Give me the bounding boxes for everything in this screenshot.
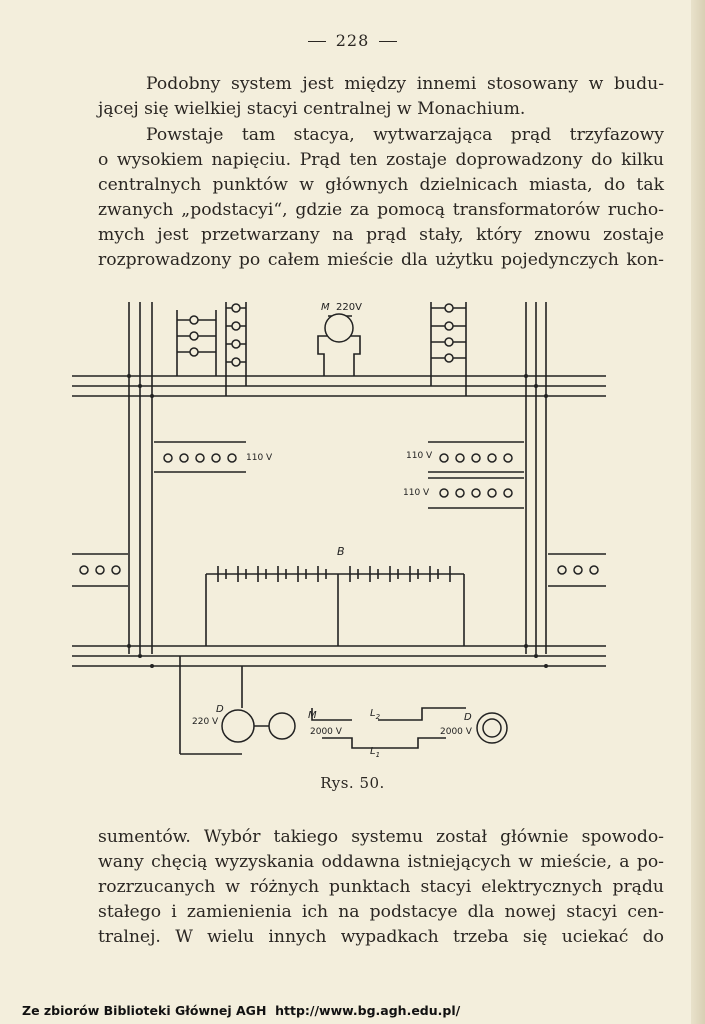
label-dynamo-left: D xyxy=(216,704,224,715)
label-battery: B xyxy=(337,545,345,558)
label-dynamo-right: D xyxy=(464,712,472,723)
label-dynamo-left-voltage: 220 V xyxy=(192,717,219,727)
label-motor-top-voltage: 220V xyxy=(336,302,362,313)
text-line: centralnych punktów w głównych dzielnicach miasta, do tak xyxy=(98,175,664,195)
footer-text: Ze zbiorów Biblioteki Głównej AGH xyxy=(22,1003,267,1018)
text-line: tralnej. W wielu innych wypadkach trzeba się uciekać do xyxy=(98,927,664,947)
library-footer xyxy=(22,1003,460,1018)
label-right-lamps-upper-voltage: 110 V xyxy=(406,451,433,461)
label-line-upper: $L_2$ xyxy=(370,708,381,721)
text-line: wany chęcią wyzyskania oddawna istniejących w mieście, a po- xyxy=(98,852,664,872)
label-left-lamps-voltage: 110 V xyxy=(246,453,273,463)
text-line: zwanych „podstacyi“, gdzie za pomocą transformatorów rucho- xyxy=(98,200,664,220)
header-dash-right xyxy=(379,41,397,42)
text-line: rozprowadzony po całem mieście dla użytku pojedynczych kon- xyxy=(98,250,664,270)
label-motor-top: M xyxy=(321,302,330,313)
text-line: mych jest przetwarzany na prąd stały, który znowu zostaje xyxy=(98,225,664,245)
text-line: Powstaje tam stacya, wytwarzająca prąd trzyfazowy xyxy=(146,125,664,145)
page-number: 228 xyxy=(335,31,370,50)
text-line: Podobny system jest między innemi stosowany w budu- xyxy=(146,74,664,94)
text-line: o wysokiem napięciu. Prąd ten zostaje doprowadzony do kilku xyxy=(98,150,664,170)
page-edge xyxy=(691,0,705,1024)
label-line-lower: $L_1$ xyxy=(370,746,381,759)
footer-link[interactable]: http://www.bg.agh.edu.pl/ xyxy=(275,1003,461,1018)
circuit-diagram xyxy=(66,296,626,770)
page-header xyxy=(0,31,705,50)
header-dash-left xyxy=(308,41,326,42)
figure-caption: Rys. 50. xyxy=(320,774,385,792)
label-right-lamps-lower-voltage: 110 V xyxy=(403,488,430,498)
label-motor-bottom-voltage: 2000 V xyxy=(310,727,342,737)
text-line: sumentów. Wybór takiego systemu został głównie spowodo- xyxy=(98,827,664,847)
circuit-diagram-svg xyxy=(66,296,626,766)
text-line: jącej się wielkiej stacyi centralnej w Monachium. xyxy=(98,99,526,119)
label-dynamo-right-voltage: 2000 V xyxy=(440,727,472,737)
text-line: stałego i zamienienia ich na podstacye dla nowej stacyi cen- xyxy=(98,902,664,922)
paragraph-3 xyxy=(98,825,664,950)
paragraph-1 xyxy=(98,72,664,122)
paragraph-2 xyxy=(98,123,664,273)
text-line: rozrzucanych w różnych punktach stacyi elektrycznych prądu xyxy=(98,877,664,897)
label-motor-bottom: M xyxy=(308,710,317,721)
